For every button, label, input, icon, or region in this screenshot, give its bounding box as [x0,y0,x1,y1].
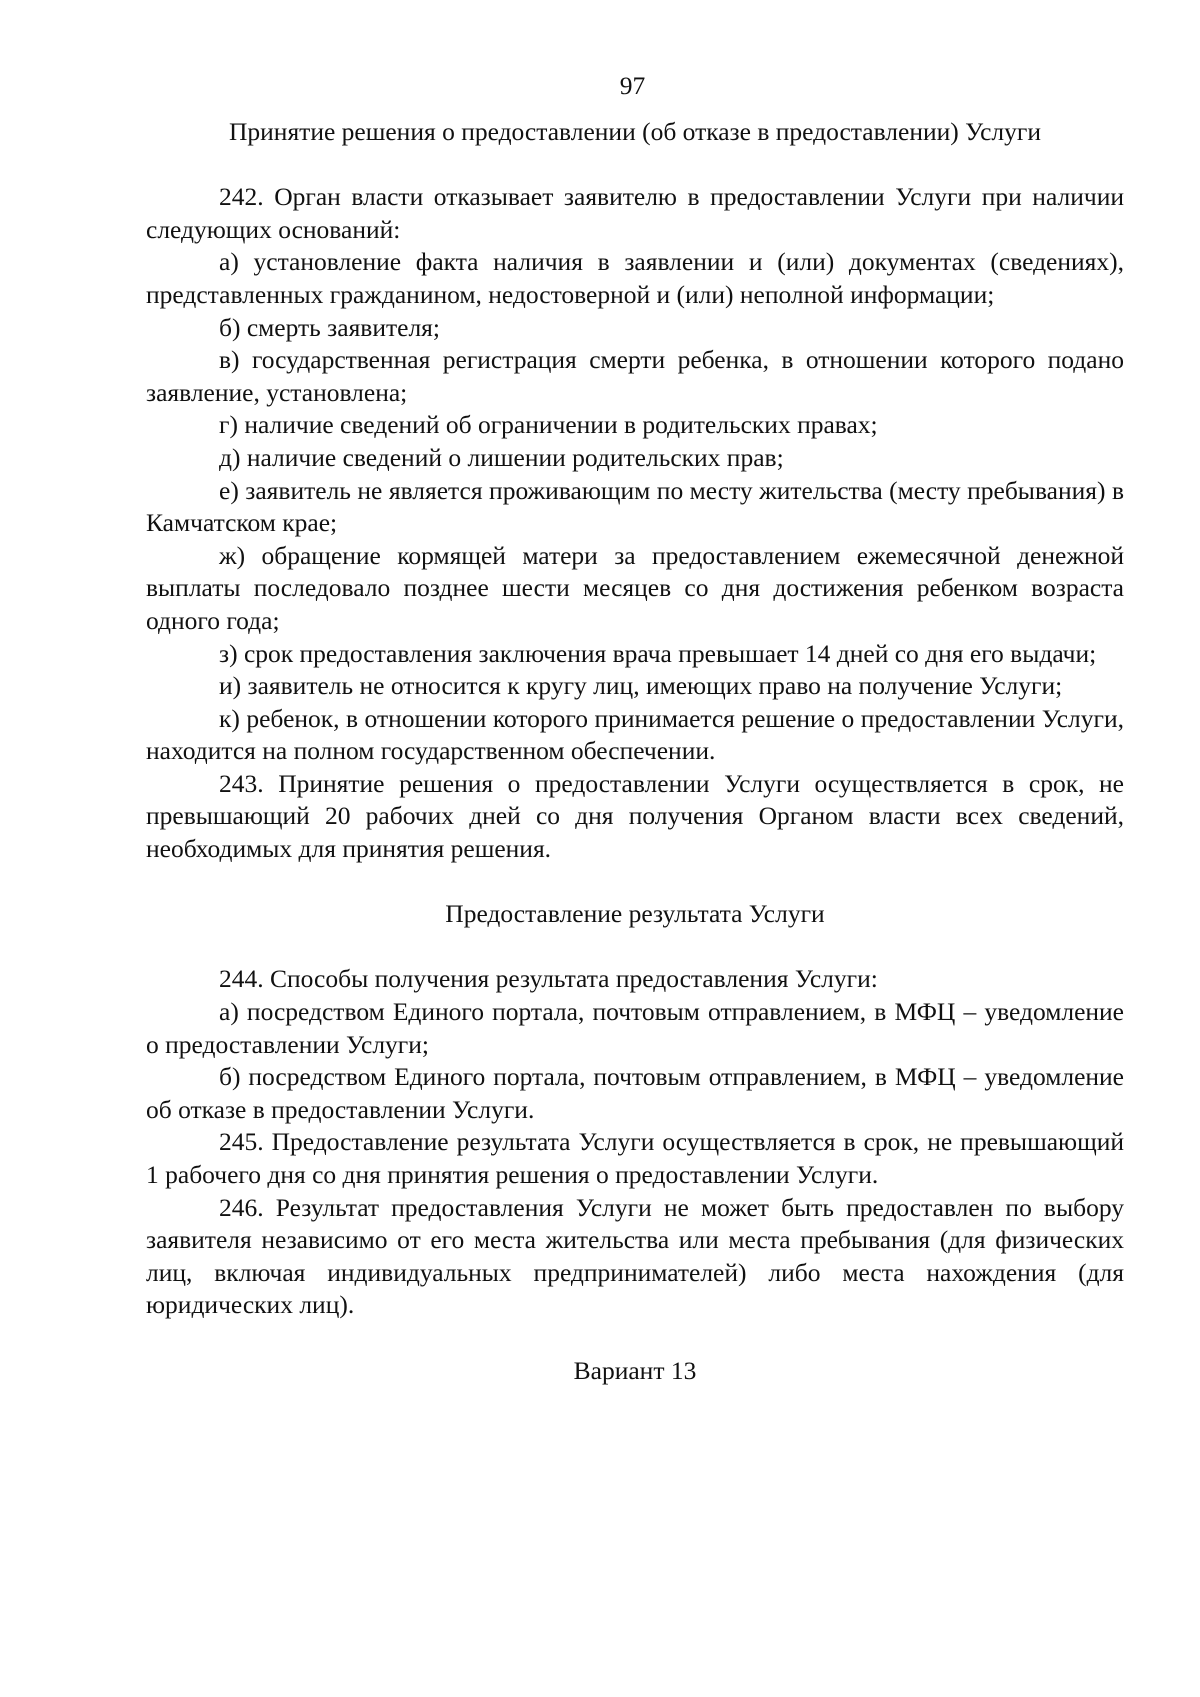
variant-heading: Вариант 13 [573,1355,697,1385]
page-number: 97 [619,71,646,100]
list-item-v: в) государственная регистрация смерти ребенка, в отношении которого подано заявление, установлена; [146,345,1124,407]
list-item-i: и) заявитель не относится к кругу лиц, имеющих право на получение Услуги; [219,671,1063,701]
paragraph-244: 244. Способы получения результата предоставления Услуги: [219,964,878,994]
list-item-e: е) заявитель не является проживающим по месту жительства (месту пребывания) в Камчатском крае; [146,475,1124,538]
result-item-b: б) посредством Единого портала, почтовым отправлением, в МФЦ – уведомление об отказе в предоставлении Услуги. [146,1062,1124,1124]
list-item-d: д) наличие сведений о лишении родительских прав; [219,442,784,472]
list-item-zh: ж) обращение кормящей матери за предоставлением ежемесячной денежной выплаты последовало позднее шести месяцев со дня достижения ребенком возраста одного года; [146,540,1124,635]
document-body [146,116,1124,1387]
list-item-k: к) ребенок, в отношении которого принимается решение о предоставлении Услуги, находится на полном государственном обеспечении. [146,703,1124,766]
section-heading-result: Предоставление результата Услуги [445,899,825,929]
list-item-b: б) смерть заявителя; [219,312,440,342]
list-item-a: а) установление факта наличия в заявлении и (или) документах (сведениях), представленных гражданином, недостоверной и (или) неполной информации; [146,247,1124,309]
paragraph-242: 242. Орган власти отказывает заявителю в предоставлении Услуги при наличии следующих оснований: [146,182,1124,244]
list-item-g: г) наличие сведений об ограничении в родительских правах; [219,410,878,440]
paragraph-246: 246. Результат предоставления Услуги не может быть предоставлен по выбору заявителя независимо от его места жительства или места пребывания (для физических лиц, включая индивидуальных предпринимателей) либо места нахождения (для юридических лиц). [146,1192,1124,1320]
paragraph-243: 243. Принятие решения о предоставлении Услуги осуществляется в срок, не превышающий 20 рабочих дней со дня получения Органом власти всех сведений, необходимых для принятия решения. [146,768,1124,864]
list-item-z: з) срок предоставления заключения врача превышает 14 дней со дня его выдачи; [219,638,1097,668]
paragraph-245: 245. Предоставление результата Услуги осуществляется в срок, не превышающий 1 рабочего дня со дня принятия решения о предоставлении Услуги. [146,1127,1124,1189]
section-heading-decision: Принятие решения о предоставлении (об отказе в предоставлении) Услуги [228,117,1042,146]
result-item-a: а) посредством Единого портала, почтовым отправлением, в МФЦ – уведомление о предоставлении Услуги; [146,997,1124,1059]
